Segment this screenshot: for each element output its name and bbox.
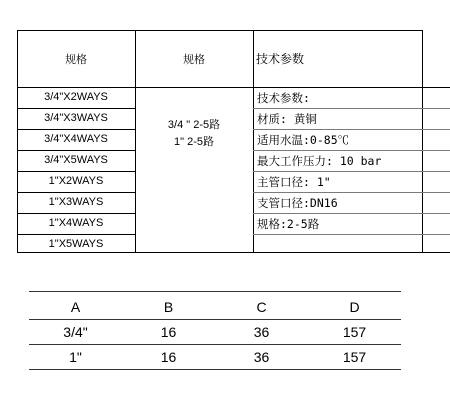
table-cell: 157 (342, 349, 367, 365)
table-cell: 1" (69, 349, 82, 365)
table-row (29, 320, 401, 344)
model-cell: 1"X5WAYS (48, 238, 104, 250)
tech-param: 主管口径: 1" (257, 175, 331, 189)
model-cell: 3/4"X3WAYS (44, 112, 108, 124)
column-header: D (349, 299, 360, 315)
table-row (29, 345, 401, 369)
tech-param: 支管口径:DN16 (257, 196, 338, 210)
model-cell: 1"X4WAYS (48, 217, 104, 229)
header-spec-2: 规格 (183, 53, 205, 66)
tech-param: 材质: 黄铜 (257, 112, 317, 126)
table-cell: 16 (160, 349, 177, 365)
table-rule (29, 369, 401, 370)
model-cell: 3/4"X5WAYS (44, 154, 108, 166)
table-cell: 36 (253, 349, 270, 365)
tech-param: 规格:2-5路 (257, 217, 320, 231)
merged-spec-cell (135, 117, 253, 151)
merged-spec-line: 1" 2-5路 (174, 136, 214, 148)
table-cell: 3/4" (63, 324, 88, 340)
column-header: C (256, 299, 267, 315)
model-cell: 1"X2WAYS (48, 175, 104, 187)
model-cell: 1"X3WAYS (48, 196, 104, 208)
tech-param: 技术参数: (257, 91, 310, 105)
header-technical: 技术参数 (256, 52, 305, 66)
table-rule (29, 291, 401, 292)
table-cell: 36 (253, 324, 270, 340)
model-cell: 3/4"X2WAYS (44, 91, 108, 103)
spec-table (17, 30, 450, 253)
grid-line (253, 234, 450, 235)
table-cell: 157 (342, 324, 367, 340)
table-cell: 16 (160, 324, 177, 340)
tech-param: 最大工作压力: 10 bar (257, 154, 382, 168)
model-cell: 3/4"X4WAYS (44, 133, 108, 145)
header-spec: 规格 (65, 53, 87, 66)
table-header-row (29, 295, 401, 319)
column-header: B (163, 299, 174, 315)
tech-param: 适用水温:0-85℃ (257, 133, 350, 147)
merged-spec-line: 3/4 " 2-5路 (167, 119, 221, 131)
column-header: A (70, 299, 81, 315)
